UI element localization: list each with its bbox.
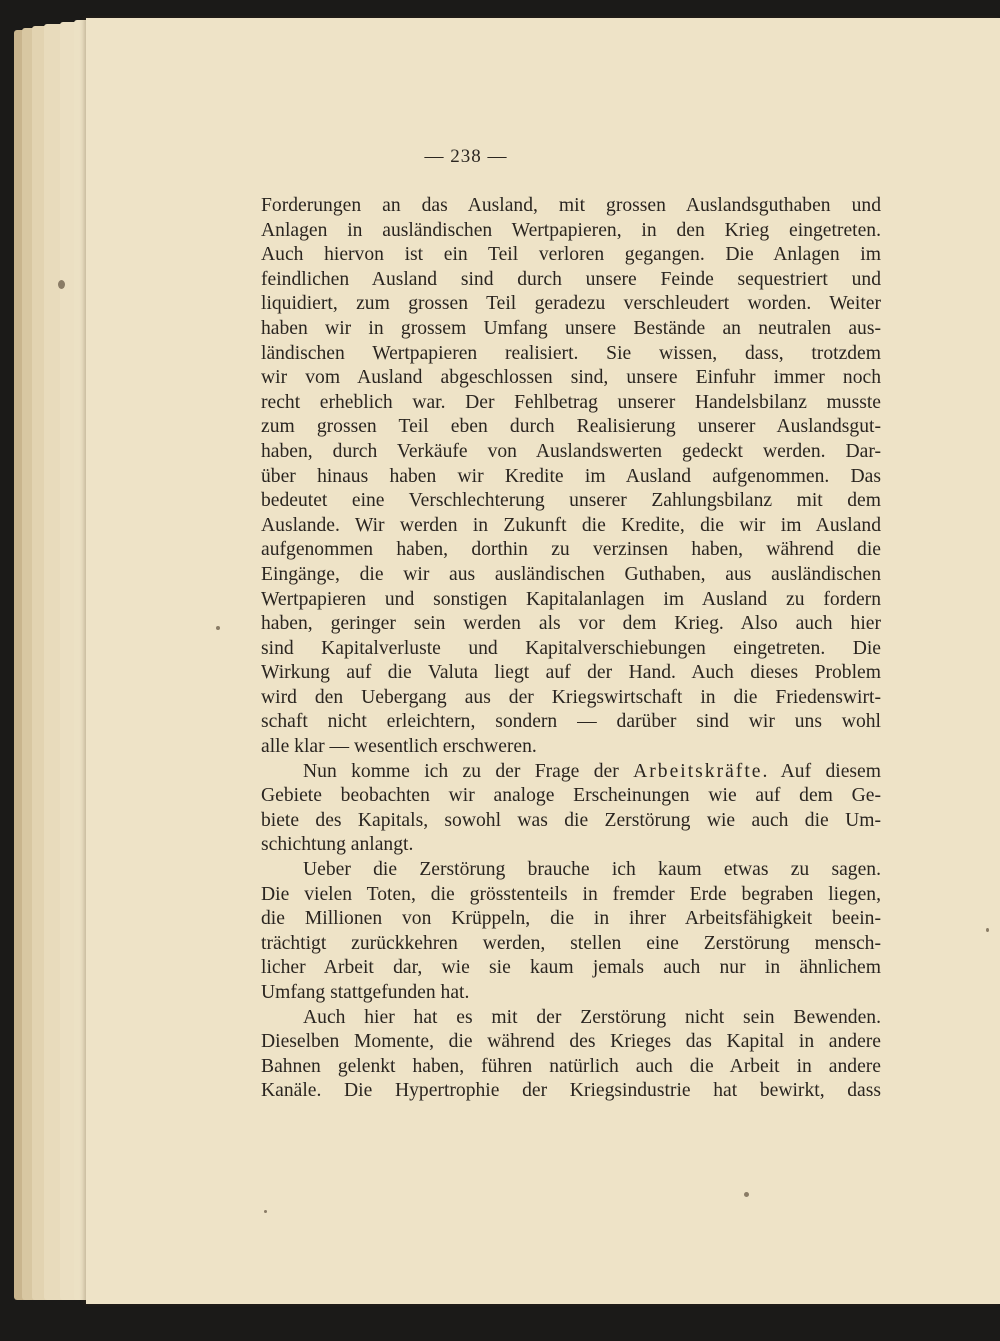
text-line: ländischen Wertpapieren realisiert. Sie wissen, dass, trotzdem <box>261 342 881 364</box>
paragraph-end-line: schichtung anlangt. <box>261 834 414 856</box>
text-line: Auch hiervon ist ein Teil verloren gegangen. Die Anlagen im <box>261 244 881 266</box>
text-segment: . Auf diesem <box>762 760 881 782</box>
emphasized-term: Arbeitskräfte <box>633 760 763 782</box>
text-line: trächtigt zurückkehren werden, stellen eine Zerstörung mensch- <box>261 932 881 954</box>
paper-speck <box>264 1210 267 1213</box>
paragraph-end-line: alle klar — wesentlich erschweren. <box>261 736 537 758</box>
text-line: Ueber die Zerstörung brauche ich kaum etwas zu sagen. <box>303 859 881 881</box>
page-number: — 238 — <box>424 146 508 167</box>
text-line: schaft nicht erleichtern, sondern — darüber sind wir uns wohl <box>261 711 881 733</box>
text-line: haben, durch Verkäufe von Auslandswerten gedeckt werden. Dar- <box>261 440 881 462</box>
text-line: Gebiete beobachten wir analoge Erscheinungen wie auf dem Ge- <box>261 785 881 807</box>
text-line: Die vielen Toten, die grösstenteils in fremder Erde begraben liegen, <box>261 883 881 905</box>
text-line: Kanäle. Die Hypertrophie der Kriegsindustrie hat bewirkt, dass <box>261 1080 881 1102</box>
text-line: liquidiert, zum grossen Teil geradezu verschleudert worden. Weiter <box>261 293 881 315</box>
text-line: Bahnen gelenkt haben, führen natürlich auch die Arbeit in andere <box>261 1055 881 1077</box>
paper-speck <box>986 928 989 932</box>
text-line: Wertpapieren und sonstigen Kapitalanlagen im Ausland zu fordern <box>261 588 881 610</box>
paragraph-end-line: Umfang stattgefunden hat. <box>261 982 470 1003</box>
text-line: wird den Uebergang aus der Kriegswirtschaft in die Friedenswirt- <box>261 686 881 708</box>
text-line: bedeutet eine Verschlechterung unserer Zahlungsbilanz mit dem <box>261 490 881 512</box>
text-line: recht erheblich war. Der Fehlbetrag unserer Handelsbilanz musste <box>261 391 881 413</box>
text-line: Forderungen an das Ausland, mit grossen Auslandsguthaben und <box>261 195 881 216</box>
book-page <box>86 18 1000 1304</box>
text-line: haben wir in grossem Umfang unsere Bestände an neutralen aus- <box>261 317 881 339</box>
text-line: die Millionen von Krüppeln, die in ihrer Arbeitsfähigkeit beein- <box>261 908 881 930</box>
paper-speck <box>744 1192 749 1197</box>
text-line: Eingänge, die wir aus ausländischen Guthaben, aus ausländischen <box>261 563 881 585</box>
text-line: aufgenommen haben, dorthin zu verzinsen haben, während die <box>261 539 881 561</box>
body-text <box>261 194 881 1104</box>
text-line: Auslande. Wir werden in Zukunft die Kredite, die wir im Ausland <box>261 514 881 536</box>
text-line: haben, geringer sein werden als vor dem Krieg. Also auch hier <box>261 613 881 635</box>
text-line: sind Kapitalverluste und Kapitalverschiebungen eingetreten. Die <box>261 637 881 659</box>
text-line: feindlichen Ausland sind durch unsere Feinde sequestriert und <box>261 268 881 290</box>
text-line: über hinaus haben wir Kredite im Ausland aufgenommen. Das <box>261 465 881 487</box>
text-line: Auch hier hat es mit der Zerstörung nicht sein Bewenden. <box>303 1006 881 1028</box>
text-line: zum grossen Teil eben durch Realisierung unserer Auslandsgut- <box>261 416 881 438</box>
paper-speck <box>58 280 65 289</box>
text-line: Wirkung auf die Valuta liegt auf der Hand. Auch dieses Problem <box>261 662 881 684</box>
text-segment: Nun komme ich zu der Frage der <box>303 760 619 782</box>
text-line: Anlagen in ausländischen Wertpapieren, in den Krieg eingetreten. <box>261 219 881 241</box>
text-line: licher Arbeit dar, wie sie kaum jemals auch nur in ähnlichem <box>261 957 881 979</box>
text-line: Dieselben Momente, die während des Krieges das Kapital in andere <box>261 1031 881 1053</box>
text-line <box>261 760 881 785</box>
text-line: wir vom Ausland abgeschlossen sind, unsere Einfuhr immer noch <box>261 367 881 389</box>
text-line: biete des Kapitals, sowohl was die Zerstörung wie auch die Um- <box>261 809 881 831</box>
paper-speck <box>216 626 220 630</box>
